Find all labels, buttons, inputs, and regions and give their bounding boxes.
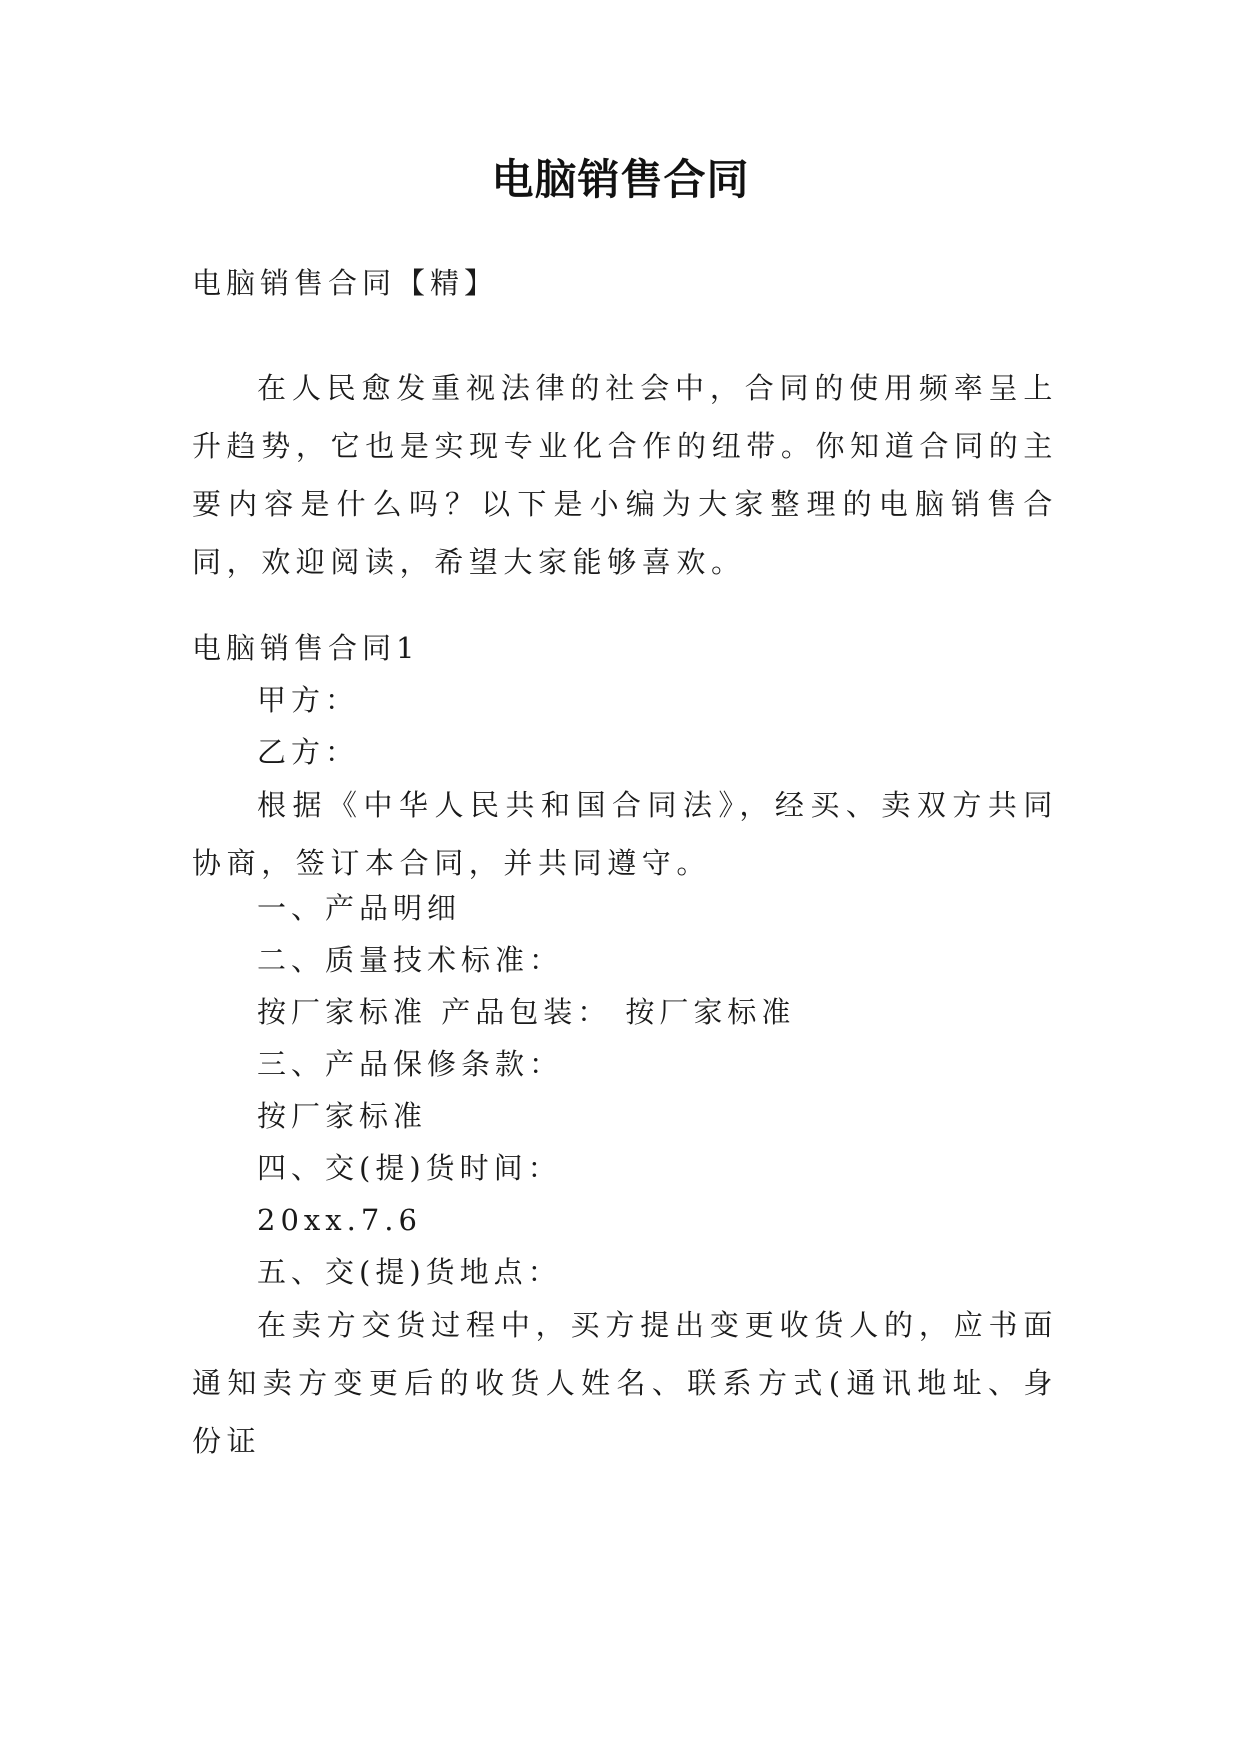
clause-2-text: 按厂家标准 产品包装： 按厂家标准 — [257, 995, 796, 1029]
clause-3-heading: 三、产品保修条款： — [257, 1047, 564, 1081]
intro-paragraph: 在人民愈发重视法律的社会中，合同的使用频率呈上升趋势，它也是实现专业化合作的纽带。你知道合同的主要内容是什么吗？以下是小编为大家整理的电脑销售合同，欢迎阅读，希望大家能够喜欢。 — [192, 371, 1058, 579]
clause-4-heading: 四、交(提)货时间： — [257, 1151, 562, 1185]
clause-3-text: 按厂家标准 — [257, 1099, 428, 1133]
party-a-label: 甲方： — [257, 683, 360, 717]
clause-5-heading: 五、交(提)货地点： — [257, 1255, 562, 1289]
clause-2-heading: 二、质量技术标准： — [257, 943, 564, 977]
document-subtitle: 电脑销售合同【精】 — [192, 266, 499, 300]
party-b-label: 乙方： — [257, 735, 360, 769]
document-title: 电脑销售合同 — [491, 155, 750, 204]
clause-5-text: 在卖方交货过程中，买方提出变更收货人的，应书面通知卖方变更后的收货人姓名、联系方式(通讯地址、身份证 — [192, 1308, 1058, 1458]
section-heading: 电脑销售合同1 — [192, 631, 420, 665]
clause-1-heading: 一、产品明细 — [257, 891, 462, 925]
clause-4-text: 20xx.7.6 — [257, 1203, 422, 1237]
basis-paragraph: 根据《中华人民共和国合同法》，经买、卖双方共同协商，签订本合同，并共同遵守。 — [192, 788, 1058, 880]
